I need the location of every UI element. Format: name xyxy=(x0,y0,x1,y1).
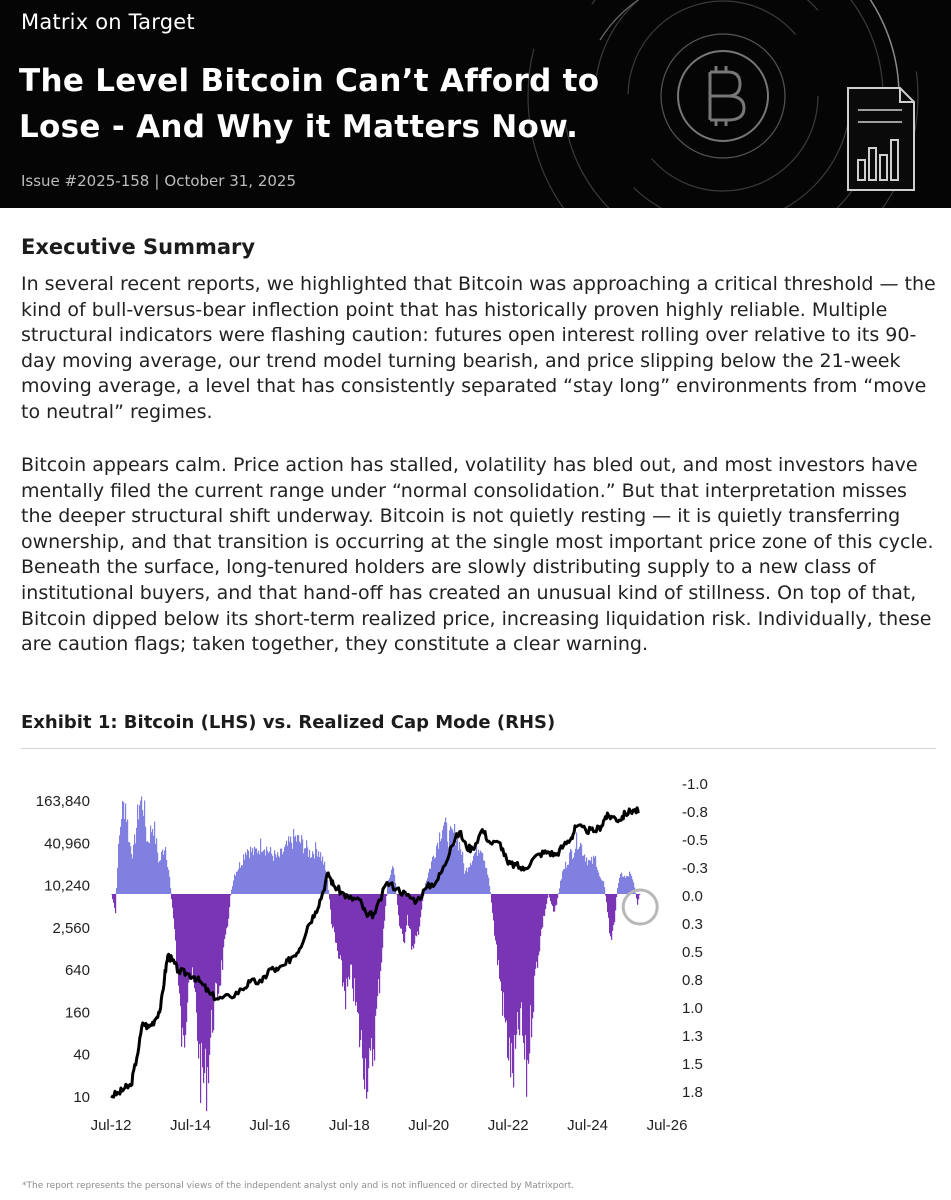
header-banner xyxy=(0,0,951,208)
right-tick-label: 1.5 xyxy=(682,1056,703,1073)
mode-bar xyxy=(639,894,640,895)
bitcoin-coin-icon xyxy=(678,51,768,141)
x-tick-label: Jul-20 xyxy=(408,1117,450,1134)
x-tick-label: Jul-16 xyxy=(249,1117,291,1134)
left-tick-label: 10 xyxy=(73,1089,90,1106)
left-tick-label: 40,960 xyxy=(44,835,90,853)
x-axis-ticks xyxy=(91,1117,688,1134)
left-tick-label: 40 xyxy=(73,1046,90,1064)
summary-paragraph-1: In several recent reports, we highlighted that Bitcoin was approaching a critical threshold — the kind of bull-versus-bear inflection point that has historically proven highly reliable. Multiple structural indicators were flashing caution: futures open interest rolling over relative to its 90-day moving average, our trend model turning bearish, and price slipping below the 21-week moving average, a level that has consistently separated “stay long” environments from “move to neutral” regimes. xyxy=(21,273,936,423)
right-tick-label: 1.0 xyxy=(682,1000,703,1017)
brand-name: Matrix on Target xyxy=(21,10,195,34)
mode-bar xyxy=(170,888,171,894)
mode-bar xyxy=(230,894,231,895)
right-tick-label: 0.3 xyxy=(682,916,703,933)
issue-separator: | xyxy=(154,172,160,190)
right-tick-label: -0.8 xyxy=(682,804,708,821)
executive-summary-heading: Executive Summary xyxy=(21,235,256,259)
x-tick-label: Jul-12 xyxy=(90,1117,132,1134)
right-tick-label: 1.8 xyxy=(682,1084,703,1101)
right-tick-label: 0.0 xyxy=(682,888,703,905)
left-tick-label: 640 xyxy=(64,962,90,980)
chart-annotations xyxy=(623,890,657,924)
x-tick-label: Jul-26 xyxy=(646,1117,688,1134)
right-axis-ticks xyxy=(682,776,708,1101)
right-tick-label: 1.3 xyxy=(682,1028,703,1045)
mode-bar xyxy=(490,892,491,894)
mode-bar xyxy=(616,894,617,897)
exhibit-title: Exhibit 1: Bitcoin (LHS) vs. Realized Cap Mode (RHS) xyxy=(21,712,556,733)
issue-date: October 31, 2025 xyxy=(164,172,297,190)
exhibit-divider xyxy=(21,748,936,749)
issue-number: Issue #2025-158 xyxy=(21,172,150,190)
footnote: *The report represents the personal views of the independent analyst only and is not influenced or directed by Matrixport. xyxy=(22,1181,575,1191)
mode-bar xyxy=(635,893,636,894)
left-axis-ticks xyxy=(36,793,90,1106)
mode-bar xyxy=(604,887,605,894)
bitcoin-vs-realized-cap-chart xyxy=(0,760,951,1180)
x-tick-label: Jul-14 xyxy=(169,1117,211,1134)
realized-cap-mode-series xyxy=(111,796,640,1111)
right-tick-label: -0.3 xyxy=(682,860,708,877)
right-tick-label: -1.0 xyxy=(682,776,708,793)
mode-bar xyxy=(386,894,387,896)
left-tick-label: 160 xyxy=(64,1004,90,1022)
report-title: The Level Bitcoin Can’t Afford to Lose - And Why it Matters Now. xyxy=(19,63,600,145)
mode-bar xyxy=(328,890,329,894)
x-tick-label: Jul-22 xyxy=(487,1117,529,1134)
issue-line xyxy=(21,172,296,190)
x-tick-label: Jul-18 xyxy=(328,1117,370,1134)
mode-bar xyxy=(557,894,558,898)
left-tick-label: 10,240 xyxy=(44,877,90,895)
right-tick-label: -0.5 xyxy=(682,832,708,849)
summary-paragraph-2: Bitcoin appears calm. Price action has stalled, volatility has bled out, and most investors have mentally filed the current range under “normal consolidation.” But that interpretation misses the deeper structural shift underway. Bitcoin is not quietly resting — it is quietly transferring ownership, and that transition is occurring at the single most important price zone of this cycle. Beneath the surface, long-tenured holders are slowly distributing supply to a new class of institutional buyers, and that hand-off has created an unusual kind of stillness. On top of that, Bitcoin dipped below its short-term realized price, increasing liquidation risk. Individually, these are caution flags; taken together, they constitute a clear warning. xyxy=(21,454,934,656)
x-tick-label: Jul-24 xyxy=(567,1117,609,1134)
highlight-circle xyxy=(623,890,657,924)
mode-bar xyxy=(229,894,230,907)
right-tick-label: 0.8 xyxy=(682,972,703,989)
left-tick-label: 163,840 xyxy=(35,793,90,810)
right-tick-label: 0.5 xyxy=(682,944,703,961)
mode-bar xyxy=(115,894,116,913)
mode-bar xyxy=(547,894,548,898)
report-chart-icon xyxy=(848,88,914,190)
left-tick-label: 2,560 xyxy=(52,919,90,937)
